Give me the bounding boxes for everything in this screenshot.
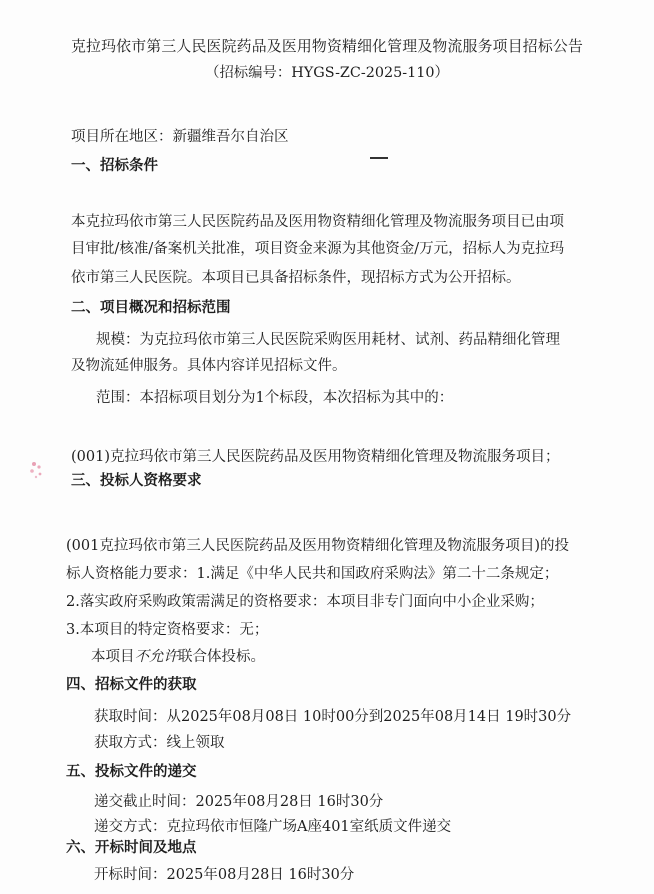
consortium-prefix: 本项目	[91, 649, 135, 665]
acquire-time: 获取时间：从2025年08月08日 10时00分到2025年08月14日 19时30分	[94, 709, 572, 725]
opening-time: 开标时间：2025年08月28日 16时30分	[94, 867, 355, 883]
section3-heading: 三、投标人资格要求	[71, 473, 202, 489]
consortium-suffix: 联合体投标。	[178, 649, 265, 665]
section5-heading: 五、投标文件的递交	[66, 764, 197, 780]
project-region: 项目所在地区：新疆维吾尔自治区	[71, 129, 289, 145]
acquire-method: 获取方式：线上领取	[94, 735, 225, 751]
scale-line-2: 及物流延伸服务。具体内容详见招标文件。	[71, 358, 347, 374]
consortium-line	[91, 647, 265, 667]
section3-line-3: 2.落实政府采购政策需满足的资格要求：本项目非专门面向中小企业采购；	[66, 594, 544, 610]
lot-line: (001)克拉玛依市第三人民医院药品及医用物资精细化管理及物流服务项目；	[71, 449, 560, 465]
section3-line-1: (001克拉玛依市第三人民医院药品及医用物资精细化管理及物流服务项目)的投	[66, 538, 569, 554]
section2-heading: 二、项目概况和招标范围	[71, 300, 231, 316]
submission-method: 递交方式：克拉玛依市恒隆广场A座401室纸质文件递交	[94, 819, 452, 835]
stamp-fragment-icon	[26, 458, 50, 480]
scan-mark	[370, 157, 388, 159]
page-title: 克拉玛依市第三人民医院药品及医用物资精细化管理及物流服务项目招标公告	[70, 37, 584, 55]
section3-line-4: 3.本项目的特定资格要求：无；	[66, 622, 269, 638]
scope-line: 范围：本招标项目划分为1个标段，本次招标为其中的：	[96, 390, 454, 406]
section1-heading: 一、招标条件	[71, 158, 158, 174]
section1-line-1: 本克拉玛依市第三人民医院药品及医用物资精细化管理及物流服务项目已由项	[71, 214, 564, 230]
section1-line-3: 依市第三人民医院。本项目已具备招标条件，现招标方式为公开招标。	[71, 270, 521, 286]
scale-line-1: 规模：为克拉玛依市第三人民医院采购医用耗材、试剂、药品精细化管理	[96, 332, 560, 348]
submission-deadline: 递交截止时间：2025年08月28日 16时30分	[94, 794, 384, 810]
section3-line-2: 标人资格能力要求：1.满足《中华人民共和国政府采购法》第二十二条规定；	[66, 566, 559, 582]
section6-heading: 六、开标时间及地点	[66, 840, 197, 856]
section4-heading: 四、招标文件的获取	[66, 677, 197, 693]
consortium-emphasis: 不允许	[134, 649, 178, 665]
tender-number: （招标编号：HYGS-ZC-2025-110）	[205, 65, 449, 81]
section1-line-2: 目审批/核准/备案机关批准，项目资金来源为其他资金/万元，招标人为克拉玛	[71, 241, 565, 257]
